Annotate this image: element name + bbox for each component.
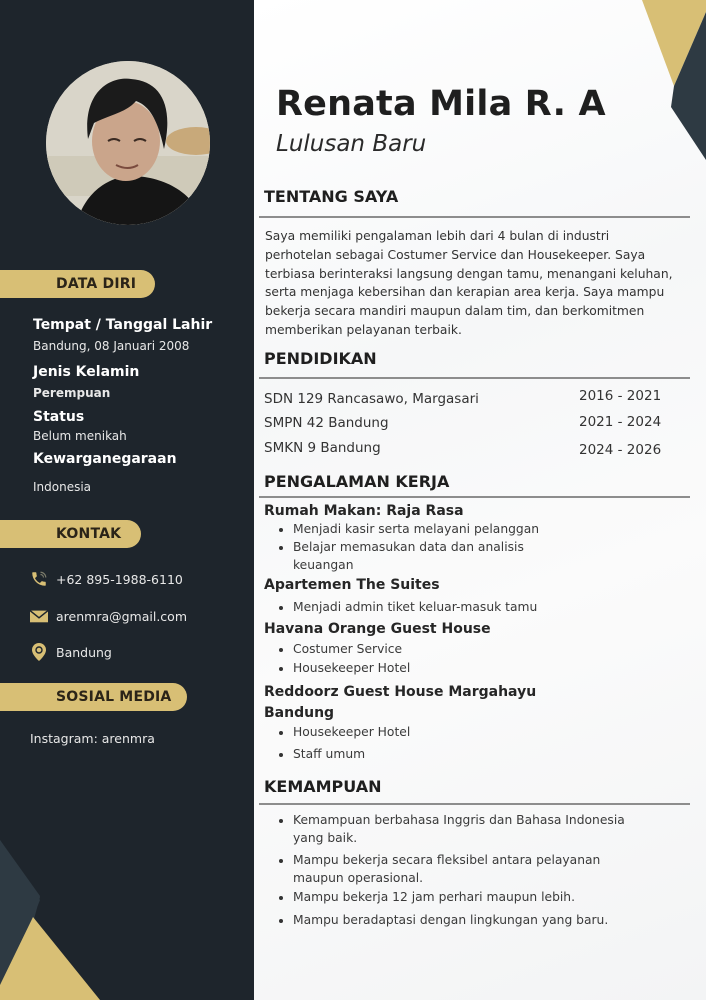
- education-years: 2024 - 2026: [579, 442, 662, 458]
- contact-location: [30, 643, 112, 661]
- contact-email: [30, 607, 187, 625]
- job-title: Havana Orange Guest House: [264, 621, 491, 637]
- contact-phone: [30, 570, 183, 588]
- job-title-line2: Bandung: [264, 705, 335, 721]
- contact-phone-value[interactable]: +62 895-1988-6110: [56, 571, 183, 587]
- education-school: SMPN 42 Bandung: [264, 415, 389, 431]
- section-heading-kemampuan: KEMAMPUAN: [264, 777, 382, 796]
- skill-item: Mampu bekerja secara fleksibel antara pelayanan maupun operasional.: [276, 852, 606, 887]
- corner-decoration: [596, 0, 706, 170]
- field-value-birth: Bandung, 08 Januari 2008: [33, 339, 190, 353]
- divider: [259, 496, 690, 498]
- section-heading-data-diri: DATA DIRI: [0, 270, 155, 298]
- job-point: Belajar memasukan data dan analisis keuangan: [276, 539, 556, 574]
- field-label-birth: Tempat / Tanggal Lahir: [33, 317, 213, 333]
- job-title: Rumah Makan: Raja Rasa: [264, 503, 464, 519]
- divider: [259, 377, 690, 379]
- education-years: 2016 - 2021: [579, 388, 662, 404]
- education-school: SDN 129 Rancasawo, Margasari: [264, 391, 479, 407]
- divider: [259, 803, 690, 805]
- skill-item: Mampu bekerja 12 jam perhari maupun lebih.: [276, 889, 636, 907]
- education-school: SMKN 9 Bandung: [264, 440, 381, 456]
- skill-item: Mampu beradaptasi dengan lingkungan yang baru.: [276, 912, 636, 930]
- about-text: Saya memiliki pengalaman lebih dari 4 bulan di industri perhotelan sebagai Costumer Service dan Housekeeper. Saya terbiasa berinteraksi langsung dengan tamu, menangani keluhan, serta menjaga kebersihan dan kerapian area kerja. Saya mampu bekerja secara mandiri maupun dalam tim, dan berkomitmen memberikan pelayanan terbaik.: [265, 229, 673, 337]
- field-label-status: Status: [33, 409, 85, 425]
- job-point: Housekeeper Hotel: [276, 724, 636, 742]
- field-label-citizenship: Kewarganegaraan: [33, 451, 177, 467]
- job-title: Reddoorz Guest House Margahayu: [264, 684, 537, 700]
- job-point: Menjadi admin tiket keluar-masuk tamu: [276, 599, 636, 617]
- section-heading-sosial-media: SOSIAL MEDIA: [0, 683, 187, 711]
- divider: [259, 216, 690, 218]
- mail-icon: [30, 607, 48, 625]
- section-heading-kontak: KONTAK: [0, 520, 141, 548]
- sidebar: [0, 0, 254, 1000]
- section-heading-pendidikan: PENDIDIKAN: [264, 349, 377, 368]
- main-content: [254, 0, 706, 1000]
- contact-email-value[interactable]: arenmra@gmail.com: [56, 608, 187, 624]
- section-heading-pengalaman-kerja: PENGALAMAN KERJA: [264, 472, 450, 491]
- job-title: Apartemen The Suites: [264, 577, 440, 593]
- field-value-citizenship: Indonesia: [33, 480, 92, 494]
- avatar: [46, 61, 210, 225]
- job-point: Menjadi kasir serta melayani pelanggan: [276, 521, 636, 539]
- job-point: Housekeeper Hotel: [276, 660, 636, 678]
- field-label-gender: Jenis Kelamin: [33, 364, 140, 380]
- location-pin-icon: [30, 643, 48, 661]
- section-heading-tentang-saya: TENTANG SAYA: [264, 187, 399, 206]
- skill-item: Kemampuan berbahasa Inggris dan Bahasa Indonesia yang baik.: [276, 812, 626, 847]
- profile-photo: [46, 61, 210, 225]
- job-point: Costumer Service: [276, 641, 636, 659]
- field-value-status: Belum menikah: [33, 429, 127, 443]
- field-value-gender: Perempuan: [33, 386, 111, 400]
- candidate-role: Lulusan Baru: [276, 131, 427, 157]
- candidate-name: Renata Mila R. A: [276, 84, 606, 124]
- contact-location-value: Bandung: [56, 644, 112, 660]
- education-years: 2021 - 2024: [579, 414, 662, 430]
- phone-icon: [30, 570, 48, 588]
- job-point: Staff umum: [276, 746, 636, 764]
- social-instagram[interactable]: Instagram: arenmra: [30, 731, 155, 746]
